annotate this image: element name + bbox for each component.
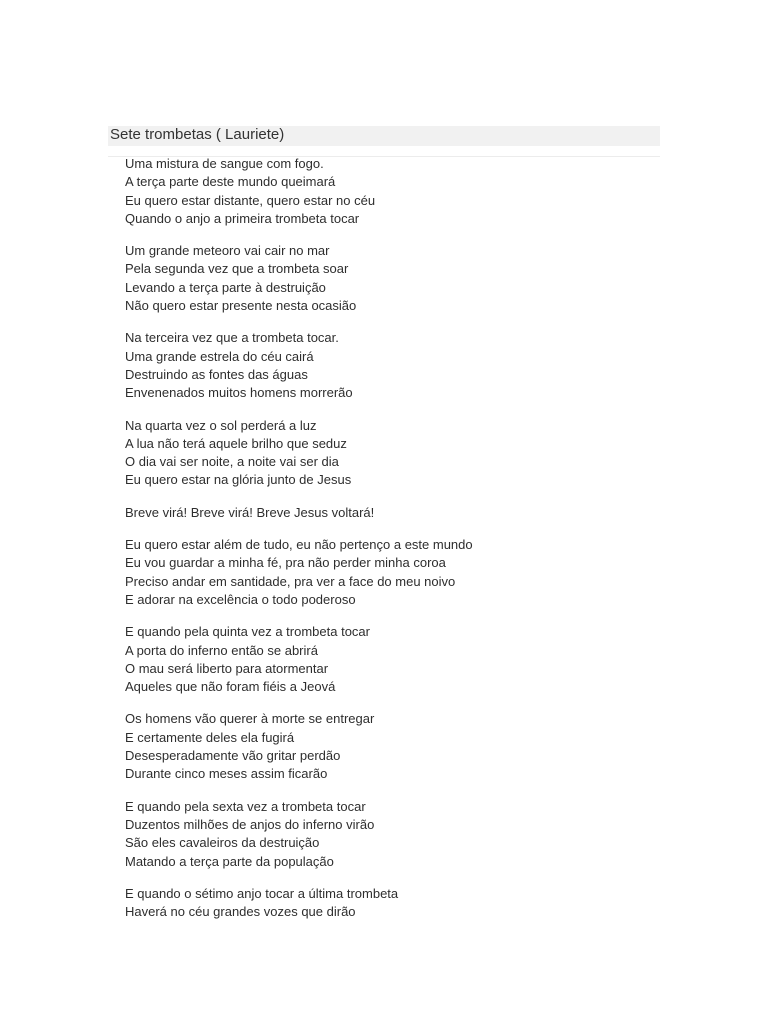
lyric-line: E quando pela sexta vez a trombeta tocar <box>125 798 366 814</box>
lyric-line: Uma grande estrela do céu cairá <box>125 348 314 364</box>
stanza <box>125 885 645 922</box>
lyric-line: Na quarta vez o sol perderá a luz <box>125 417 317 433</box>
lyric-line: Na terceira vez que a trombeta tocar. <box>125 330 339 346</box>
lyric-line: Duzentos milhões de anjos do inferno virão <box>125 816 375 832</box>
lyric-line: Envenenados muitos homens morrerão <box>125 385 353 401</box>
lyric-line: A lua não terá aquele brilho que seduz <box>125 435 347 451</box>
lyric-line: A porta do inferno então se abrirá <box>125 642 318 658</box>
lyric-line: Eu quero estar distante, quero estar no céu <box>125 192 376 208</box>
lyric-line: Desesperadamente vão gritar perdão <box>125 748 341 764</box>
lyric-line: Uma mistura de sangue com fogo. <box>125 156 324 171</box>
lyric-line: E adorar na excelência o todo poderoso <box>125 591 356 607</box>
lyric-line: Destruindo as fontes das águas <box>125 366 308 382</box>
stanza <box>125 798 645 871</box>
lyric-line: Os homens vão querer à morte se entregar <box>125 711 375 727</box>
stanza <box>125 504 645 522</box>
lyrics-body <box>125 155 645 935</box>
stanza <box>125 623 645 696</box>
stanza <box>125 417 645 490</box>
stanza <box>125 329 645 402</box>
lyric-line: Haverá no céu grandes vozes que dirão <box>125 904 356 920</box>
lyric-line: Pela segunda vez que a trombeta soar <box>125 261 349 277</box>
stanza <box>125 536 645 609</box>
lyric-line: Eu quero estar na glória junto de Jesus <box>125 472 352 488</box>
lyric-line: E quando pela quinta vez a trombeta tocar <box>125 624 370 640</box>
lyric-line: E certamente deles ela fugirá <box>125 729 295 745</box>
lyric-line: Eu vou guardar a minha fé, pra não perder minha coroa <box>125 555 446 571</box>
lyric-line: Não quero estar presente nesta ocasião <box>125 298 357 314</box>
lyric-line: Preciso andar em santidade, pra ver a face do meu noivo <box>125 573 456 589</box>
title-bar <box>108 126 660 146</box>
stanza <box>125 710 645 783</box>
lyric-line: Eu quero estar além de tudo, eu não pertenço a este mundo <box>125 537 473 553</box>
lyric-line: E quando o sétimo anjo tocar a última trombeta <box>125 885 399 901</box>
lyric-line: Um grande meteoro vai cair no mar <box>125 243 330 259</box>
lyric-line: São eles cavaleiros da destruição <box>125 835 320 851</box>
page-title: Sete trombetas ( Lauriete) <box>110 126 285 143</box>
lyric-line: Breve virá! Breve virá! Breve Jesus voltará! <box>125 504 375 520</box>
lyric-line: Levando a terça parte à destruição <box>125 279 326 295</box>
lyric-line: O mau será liberto para atormentar <box>125 660 329 676</box>
lyric-line: Quando o anjo a primeira trombeta tocar <box>125 210 360 226</box>
lyric-line: Durante cinco meses assim ficarão <box>125 766 328 782</box>
lyric-line: A terça parte deste mundo queimará <box>125 174 336 190</box>
lyric-line: O dia vai ser noite, a noite vai ser dia <box>125 454 339 470</box>
stanza <box>125 242 645 315</box>
lyric-line: Aqueles que não foram fiéis a Jeová <box>125 679 336 695</box>
lyric-line: Matando a terça parte da população <box>125 853 334 869</box>
stanza <box>125 155 645 228</box>
